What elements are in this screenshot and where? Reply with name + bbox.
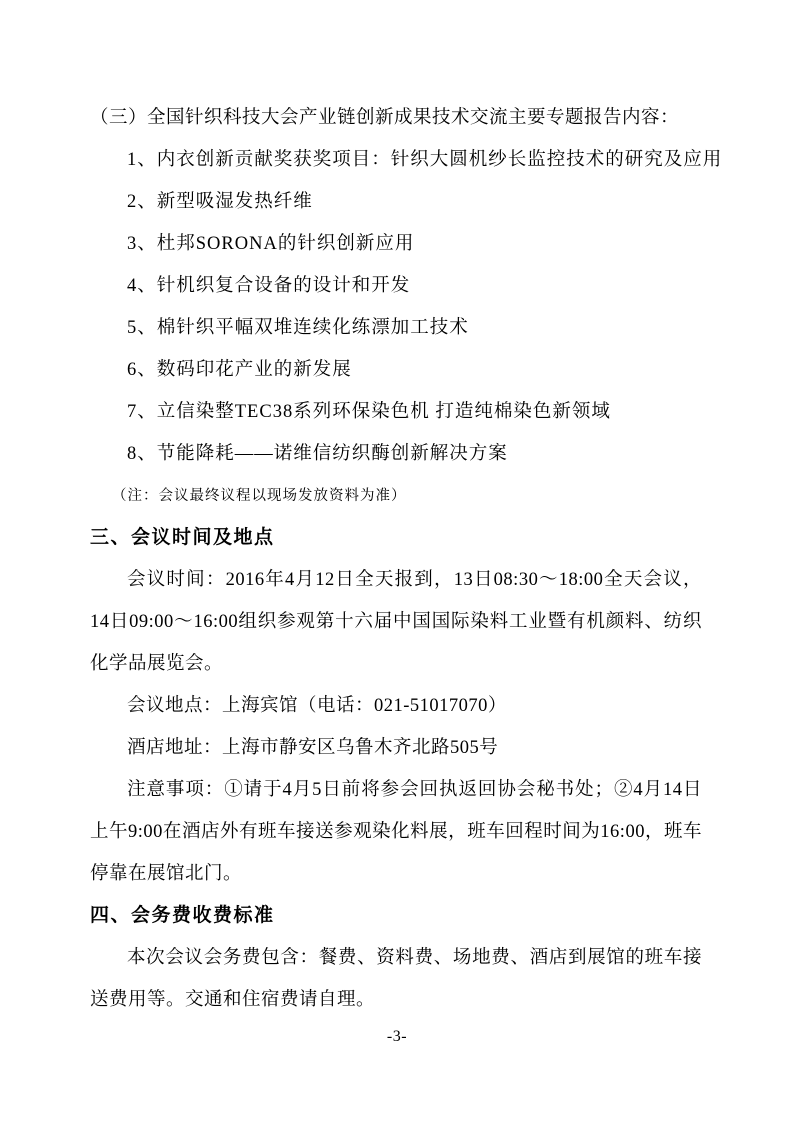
report-item-1: 1、内衣创新贡献奖获奖项目：针织大圆机纱长监控技术的研究及应用 — [127, 150, 723, 170]
hotel-address-paragraph: 酒店地址：上海市静安区乌鲁木齐北路505号 — [127, 738, 499, 758]
report-items-list — [90, 139, 723, 475]
report-item-2: 2、新型吸湿发热纤维 — [127, 192, 313, 212]
report-item-3: 3、杜邦SORONA的针织创新应用 — [127, 234, 415, 254]
section-4-heading: 四、会务费收费标准 — [90, 905, 275, 926]
report-item-8: 8、节能降耗——诺维信纺织酶创新解决方案 — [127, 444, 508, 464]
fee-paragraph: 本次会议会务费包含：餐费、资料费、场地费、酒店到展馆的班车接送费用等。交通和住宿费请自理。 — [90, 948, 702, 1010]
report-item-4: 4、针机织复合设备的设计和开发 — [127, 276, 411, 296]
meeting-venue-paragraph: 会议地点：上海宾馆（电话：021-51017070） — [127, 696, 507, 716]
report-item-5: 5、棉针织平幅双堆连续化练漂加工技术 — [127, 318, 469, 338]
page-number: -3- — [386, 1028, 408, 1045]
notice-paragraph: 注意事项：①请于4月5日前将参会回执返回协会秘书处；②4月14日上午9:00在酒店外有班车接送参观染化料展，班车回程时间为16:00，班车停靠在展馆北门。 — [90, 780, 702, 884]
meeting-time-paragraph: 会议时间：2016年4月12日全天报到，13日08:30～18:00全天会议，14日09:00～16:00组织参观第十六届中国国际染料工业暨有机颜料、纺织化学品展览会。 — [90, 570, 702, 674]
section-c-intro: （三）全国针织科技大会产业链创新成果技术交流主要专题报告内容： — [90, 108, 680, 128]
agenda-note: （注：会议最终议程以现场发放资料为准） — [112, 488, 407, 504]
report-item-7: 7、立信染整TEC38系列环保染色机 打造纯棉染色新领域 — [127, 402, 611, 422]
section-3-heading: 三、会议时间及地点 — [90, 527, 275, 548]
report-item-6: 6、数码印花产业的新发展 — [127, 360, 352, 380]
